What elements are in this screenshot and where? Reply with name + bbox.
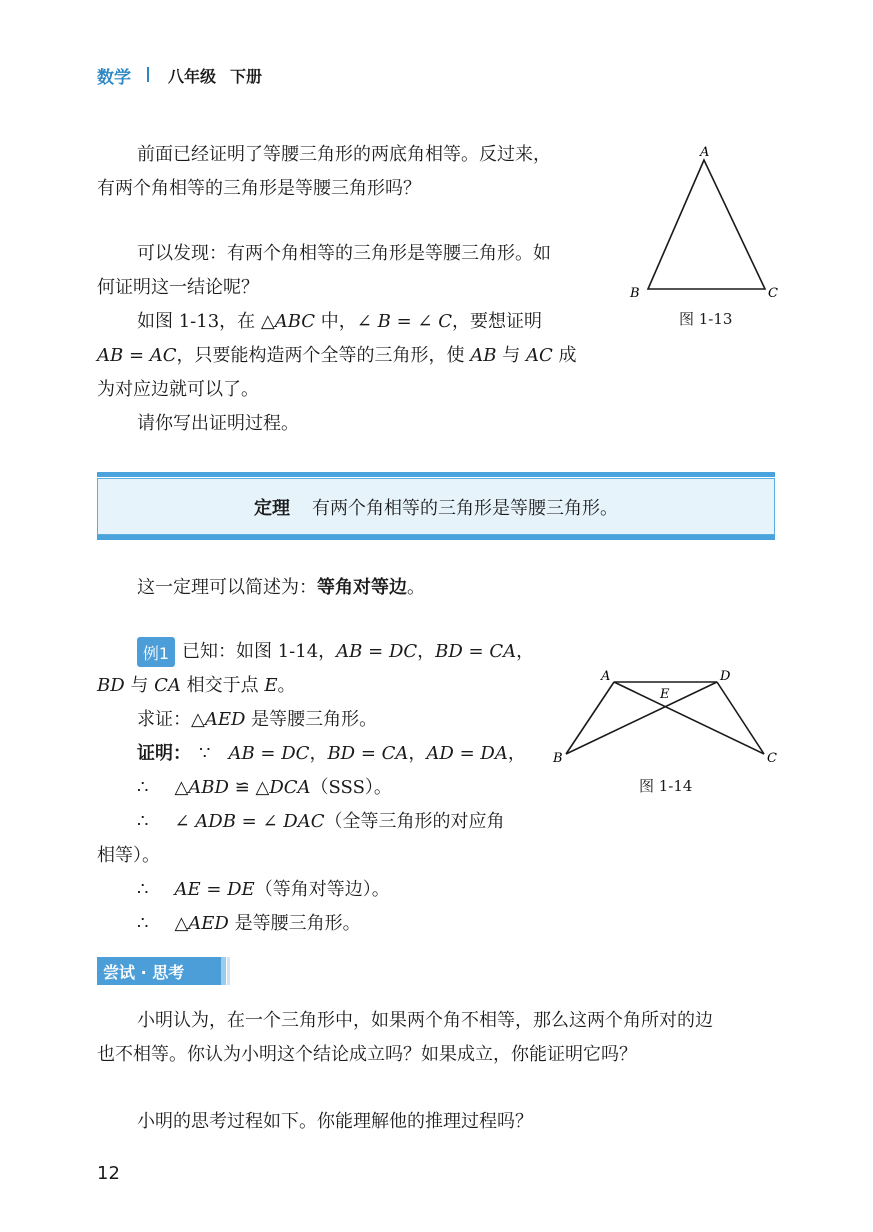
segment-bd bbox=[566, 682, 717, 754]
theorem-bottom-border bbox=[97, 535, 775, 540]
example-tag: 例1 bbox=[137, 637, 175, 667]
example-given-line-1: 已知：如图 1-14，AB = DC，BD = CA， bbox=[182, 641, 535, 662]
intro-line-8: 请你写出证明过程。 bbox=[137, 413, 299, 434]
try-think-heading: 尝试 · 思考 bbox=[97, 957, 221, 985]
header-grade: 八年级 bbox=[168, 67, 217, 86]
theorem-statement: 有两个角相等的三角形是等腰三角形。 bbox=[312, 497, 618, 519]
intro-line-4: 何证明这一结论呢？ bbox=[97, 277, 259, 298]
intro-line-3: 可以发现：有两个角相等的三角形是等腰三角形。如 bbox=[137, 243, 551, 264]
header-volume: 下册 bbox=[230, 67, 263, 86]
intro-line-1: 前面已经证明了等腰三角形的两底角相等。反过来， bbox=[137, 144, 551, 165]
fig13-label-a: A bbox=[700, 145, 710, 160]
theorem-label: 定理 bbox=[254, 497, 290, 519]
theorem-text bbox=[97, 478, 775, 535]
fig14-label-b: B bbox=[553, 751, 563, 766]
proof-line-5: ∴ AE = DE（等角对等边）。 bbox=[137, 879, 390, 900]
fig14-label-a: A bbox=[601, 669, 611, 684]
example-given-line-2: BD 与 CA 相交于点 E。 bbox=[97, 675, 296, 696]
figure-1-13-caption: 图 1-13 bbox=[679, 310, 733, 328]
proof-line-2: ∴ △ABD ≌ △DCA（SSS）。 bbox=[137, 777, 392, 798]
try-paragraph-line-1: 小明认为，在一个三角形中，如果两个角不相等，那么这两个角所对的边 bbox=[137, 1010, 713, 1031]
segment-ca bbox=[614, 682, 764, 754]
proof-line-1: 证明： ∵ AB = DC，BD = CA，AD = DA， bbox=[137, 743, 526, 764]
figure-1-13 bbox=[620, 140, 790, 310]
figure-1-14-caption: 图 1-14 bbox=[639, 777, 693, 795]
try-paragraph-line-2: 也不相等。你认为小明这个结论成立吗？如果成立，你能证明它吗？ bbox=[97, 1044, 637, 1065]
theorem-summary: 这一定理可以简述为：等角对等边。 bbox=[137, 577, 425, 598]
fig14-label-d: D bbox=[720, 669, 731, 684]
intro-line-2: 有两个角相等的三角形是等腰三角形吗？ bbox=[97, 178, 421, 199]
triangle-abc bbox=[648, 160, 765, 289]
fig14-label-e: E bbox=[660, 687, 670, 702]
figure-1-14 bbox=[545, 662, 785, 772]
fig14-label-c: C bbox=[767, 751, 777, 766]
proof-line-3: ∴ ∠ ADB = ∠ DAC（全等三角形的对应角 bbox=[137, 811, 505, 832]
header-separator bbox=[147, 67, 149, 82]
header-subject: 数学 bbox=[97, 68, 131, 88]
fig13-label-c: C bbox=[768, 286, 778, 301]
try-paragraph-2: 小明的思考过程如下。你能理解他的推理过程吗？ bbox=[137, 1111, 533, 1132]
intro-line-5: 如图 1-13，在 △ABC 中，∠ B = ∠ C，要想证明 bbox=[137, 311, 542, 332]
fig13-label-b: B bbox=[630, 286, 640, 301]
intro-line-6: AB = AC，只要能构造两个全等的三角形，使 AB 与 AC 成 bbox=[97, 345, 577, 366]
proof-line-6: ∴ △AED 是等腰三角形。 bbox=[137, 913, 361, 934]
try-think-heading-accent bbox=[221, 957, 226, 985]
proof-line-4: 相等）。 bbox=[97, 845, 160, 866]
example-prove-line: 求证：△AED 是等腰三角形。 bbox=[137, 709, 378, 730]
intro-line-7: 为对应边就可以了。 bbox=[97, 379, 259, 400]
page-number: 12 bbox=[97, 1163, 120, 1184]
theorem-top-border bbox=[97, 472, 775, 477]
try-think-heading-accent-light bbox=[227, 957, 230, 985]
